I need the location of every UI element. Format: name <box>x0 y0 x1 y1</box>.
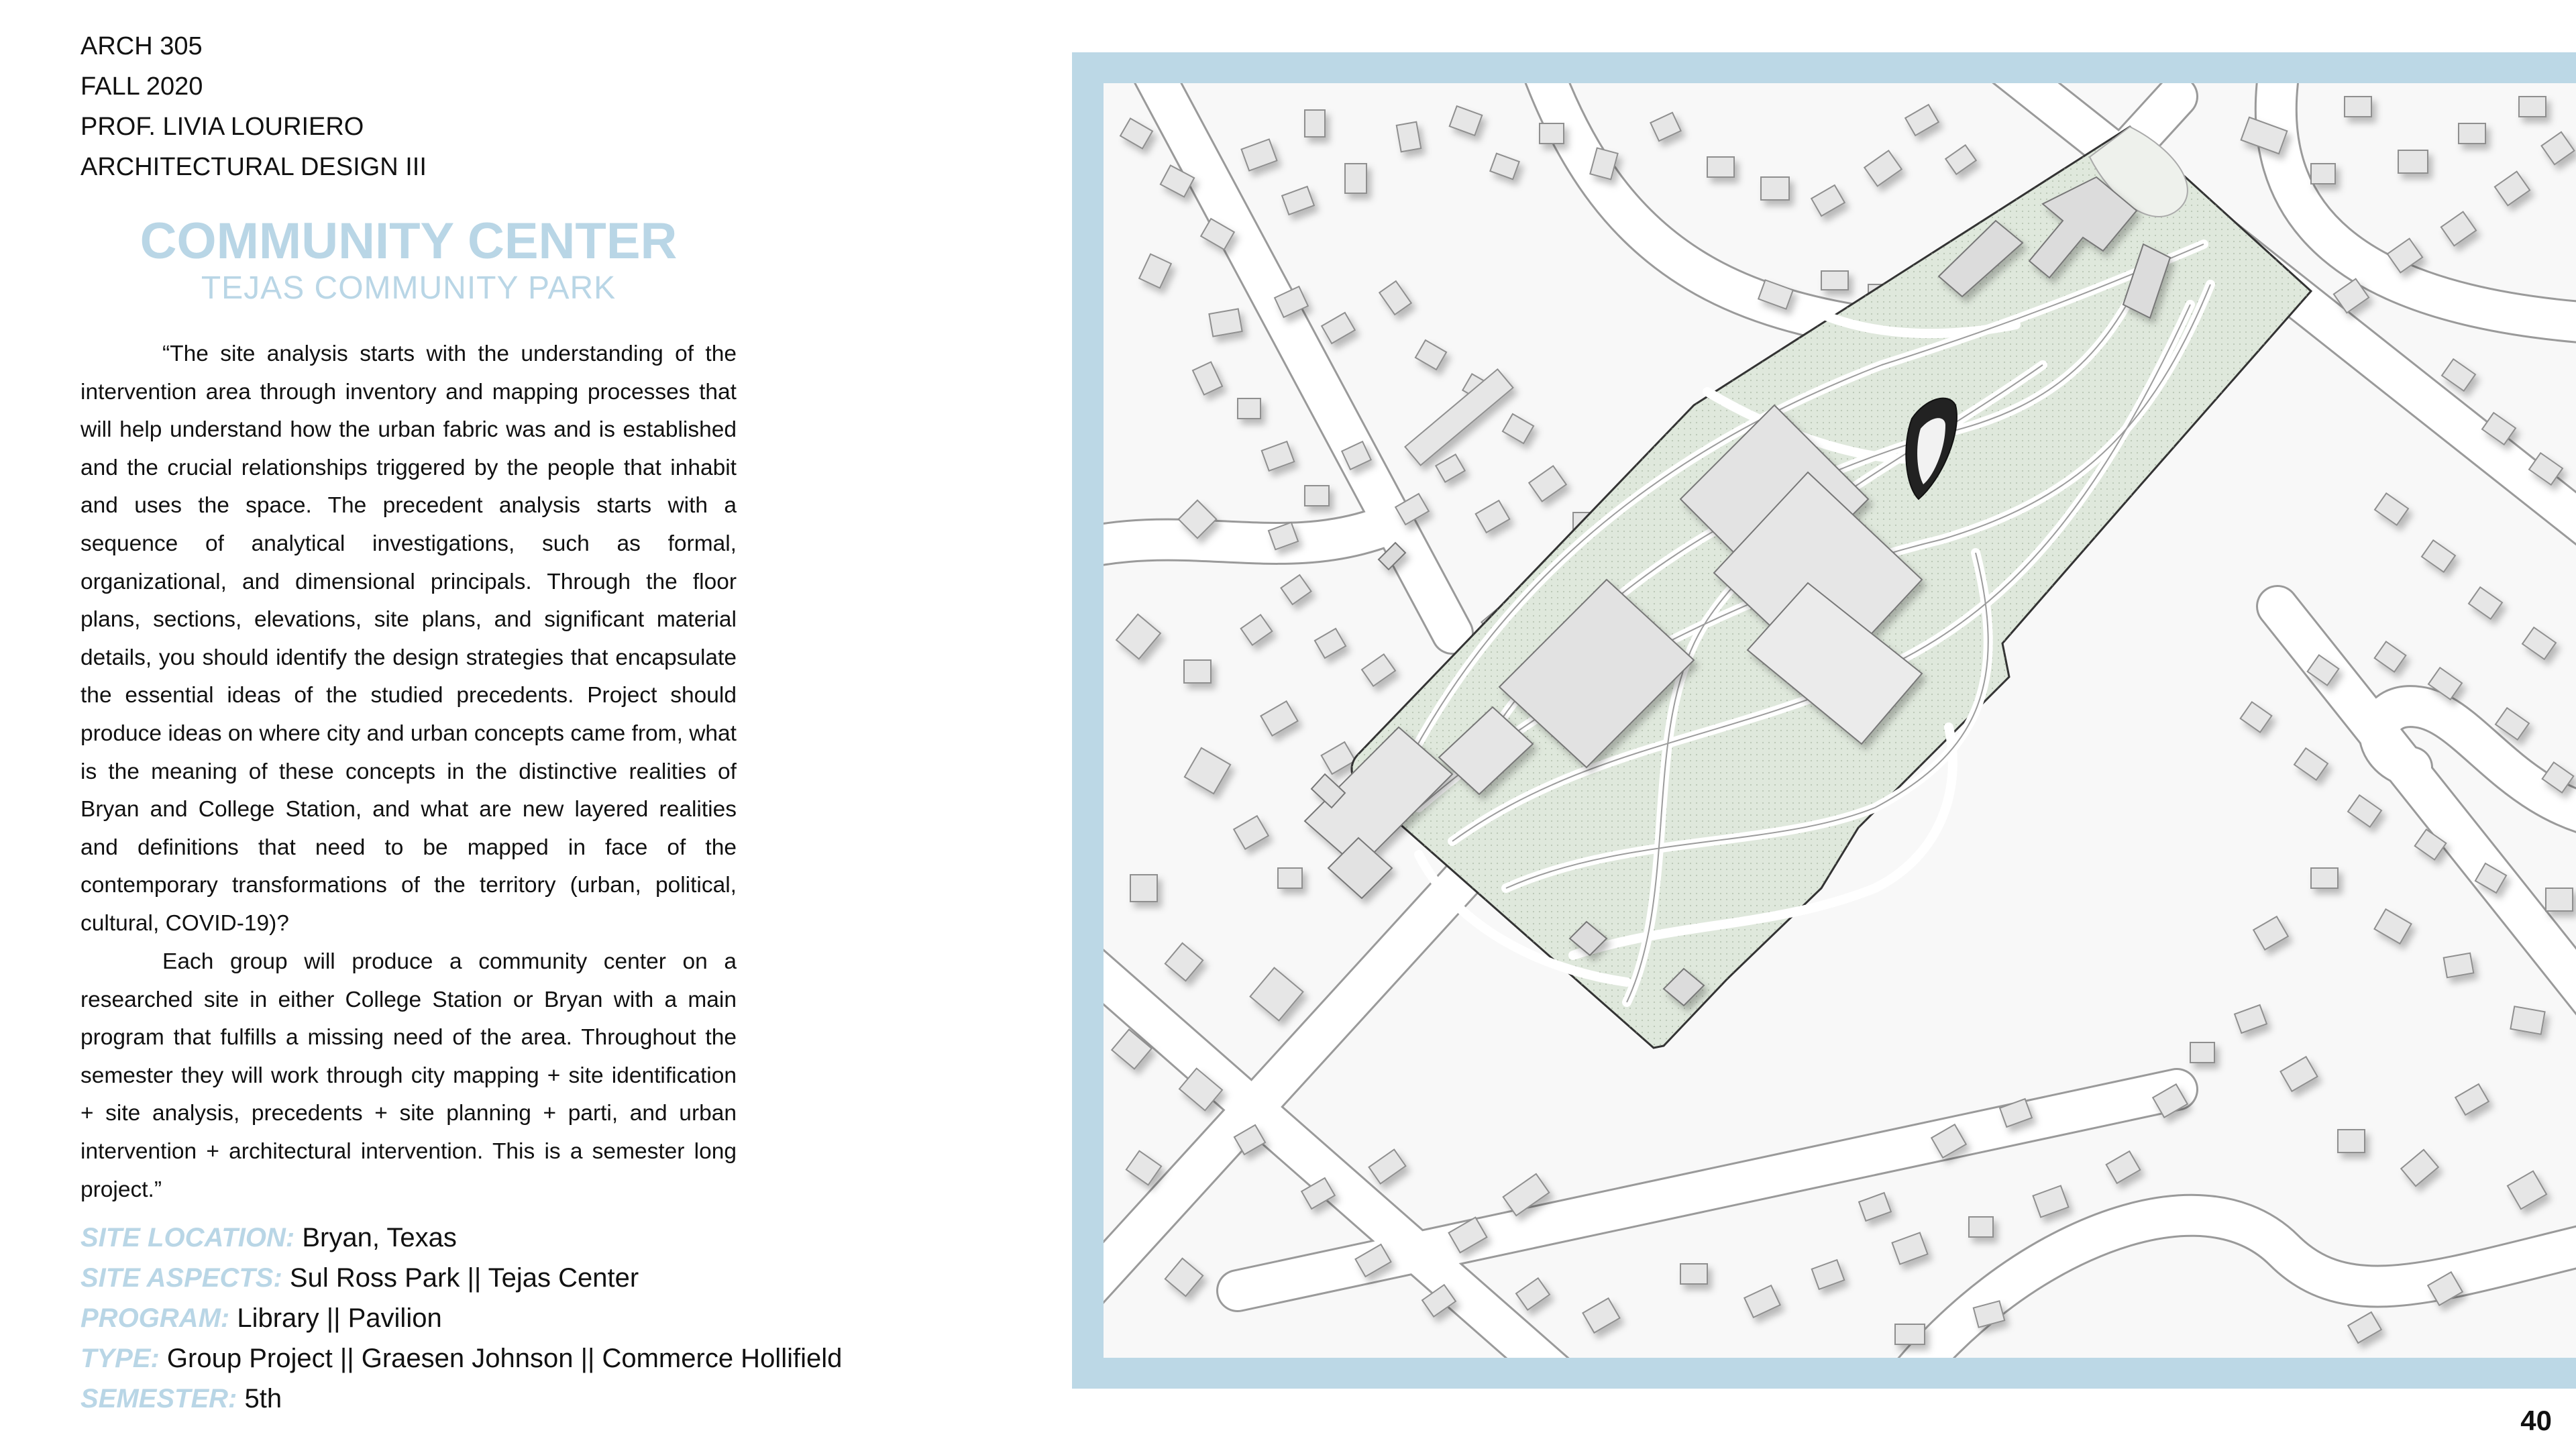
course-professor: PROF. LIVIA LOURIERO <box>80 113 364 141</box>
project-title: COMMUNITY CENTER <box>140 213 678 270</box>
meta-key-site-location: SITE LOCATION: <box>80 1223 295 1252</box>
meta-value-type: Group Project || Graesen Johnson || Commerce Hollifield <box>166 1344 843 1373</box>
description-paragraph-1: “The site analysis starts with the understanding of the intervention area through inventory and mapping processes that will help understand how the urban fabric was and is established and the crucial relationships triggered by the people that inhabit and uses the space. The precedent analysis starts with a sequence of analytical investigations, such as formal, organizational, and dimensional principals. Through the floor plans, sections, elevations, site plans, and significant material details, you should identify the design strategies that encapsulate the essential ideas of the studied precedents. Project should produce ideas on where city and urban concepts came from, what is the meaning of these concepts in the distinctive realities of Bryan and College Station, and what are new layered realities and definitions that need to be mapped in face of the contemporary transformations of the territory (urban, political, cultural, COVID-19)? <box>80 341 737 936</box>
meta-key-type: TYPE: <box>80 1344 160 1373</box>
meta-key-site-aspects: SITE ASPECTS: <box>80 1263 282 1293</box>
page-number: 40 <box>2520 1405 2552 1436</box>
course-code: ARCH 305 <box>80 32 203 60</box>
meta-type <box>80 1345 842 1372</box>
course-term: FALL 2020 <box>80 72 203 101</box>
meta-program <box>80 1305 442 1332</box>
project-subtitle: TEJAS COMMUNITY PARK <box>201 270 616 306</box>
meta-value-site-location: Bryan, Texas <box>302 1223 457 1252</box>
description-paragraph-2: Each group will produce a community center on a researched site in either College Station or Bryan with a main program that fulfills a missing need of the area. Throughout the semester they will work through city mapping + site identification + site analysis, precedents + site planning + parti, and urban intervention + architectural intervention. This is a semester long project.” <box>80 949 737 1202</box>
meta-value-site-aspects: Sul Ross Park || Tejas Center <box>289 1263 639 1293</box>
site-plan <box>1104 83 2576 1358</box>
meta-value-semester: 5th <box>244 1384 282 1413</box>
course-name: ARCHITECTURAL DESIGN III <box>80 153 427 181</box>
meta-key-semester: SEMESTER: <box>80 1384 237 1413</box>
meta-key-program: PROGRAM: <box>80 1303 230 1333</box>
meta-site-aspects <box>80 1265 639 1291</box>
meta-semester <box>80 1385 282 1412</box>
meta-site-location <box>80 1224 457 1251</box>
meta-value-program: Library || Pavilion <box>237 1303 442 1333</box>
